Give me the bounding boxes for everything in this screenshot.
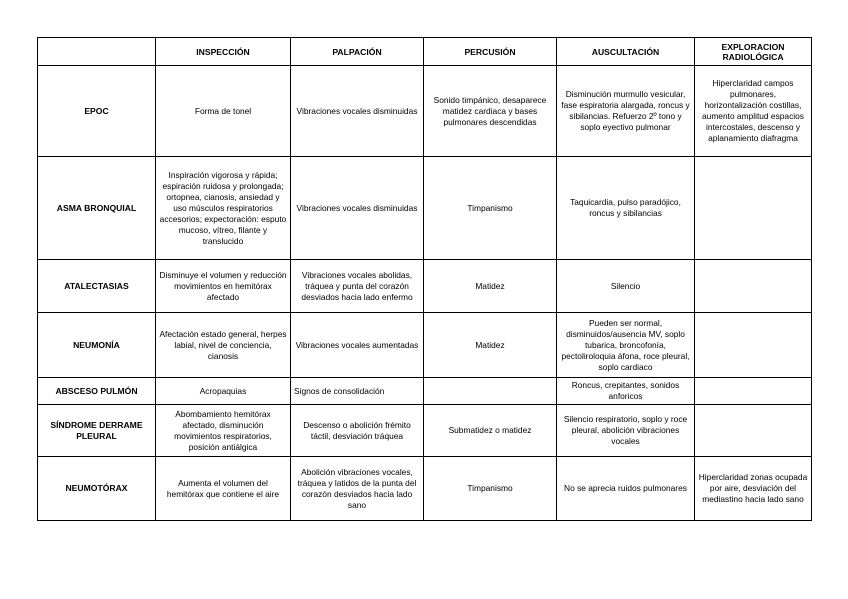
cell-inspeccion: Afectación estado general, herpes labial, nivel de conciencia, cianosis	[156, 313, 291, 378]
header-palpacion: PALPACIÓN	[291, 38, 424, 66]
row-label: ASMA BRONQUIAL	[38, 157, 156, 260]
header-row	[38, 38, 812, 66]
cell-radiologica	[695, 157, 812, 260]
cell-percusion	[424, 378, 557, 405]
cell-palpacion: Abolición vibraciones vocales, tráquea y latidos de la punta del corazón desviados hacia lado sano	[291, 457, 424, 521]
cell-palpacion: Vibraciones vocales disminuidas	[291, 66, 424, 157]
table-row	[38, 457, 812, 521]
table-row	[38, 405, 812, 457]
cell-percusion: Submatidez o matidez	[424, 405, 557, 457]
table-row	[38, 260, 812, 313]
cell-percusion: Timpanismo	[424, 457, 557, 521]
header-percusion: PERCUSIÓN	[424, 38, 557, 66]
cell-radiologica: Hiperclaridad campos pulmonares, horizontalización costillas, aumento amplitud espacios intercostales, descenso y aplanamiento diafragma	[695, 66, 812, 157]
row-label: SÍNDROME DERRAME PLEURAL	[38, 405, 156, 457]
row-label: NEUMOTÓRAX	[38, 457, 156, 521]
row-label: ATALECTASIAS	[38, 260, 156, 313]
cell-palpacion: Vibraciones vocales disminuidas	[291, 157, 424, 260]
cell-inspeccion: Forma de tonel	[156, 66, 291, 157]
row-label: NEUMONÍA	[38, 313, 156, 378]
cell-auscultacion: Silencio	[557, 260, 695, 313]
cell-radiologica: Hiperclaridad zonas ocupada por aire, desviación del mediastino hacia lado sano	[695, 457, 812, 521]
table-row	[38, 378, 812, 405]
header-radiologica: EXPLORACION RADIOLÓGICA	[695, 38, 812, 66]
cell-auscultacion: Pueden ser normal, disminuidos/ausencia MV, soplo tubarica, broncofonía, pectoliroloquia áfona, roce pleural, soplo cardiaco	[557, 313, 695, 378]
cell-percusion: Matidez	[424, 260, 557, 313]
cell-auscultacion: Roncus, crepitantes, sonidos anforicos	[557, 378, 695, 405]
cell-palpacion: Vibraciones vocales abolidas, tráquea y punta del corazón desviados hacia lado enfermo	[291, 260, 424, 313]
cell-auscultacion: Silencio respiratorio, soplo y roce pleural, abolición vibraciones vocales	[557, 405, 695, 457]
header-inspeccion: INSPECCIÓN	[156, 38, 291, 66]
cell-radiologica	[695, 378, 812, 405]
cell-radiologica	[695, 313, 812, 378]
cell-inspeccion: Inspiración vigorosa y rápida; espiración ruidosa y prolongada; ortopnea, cianosis, ansiedad y uso músculos respiratorios accesorios; expectoración: esputo mucoso, vítreo, filante y translucido	[156, 157, 291, 260]
table-row	[38, 157, 812, 260]
row-label: EPOC	[38, 66, 156, 157]
header-auscultacion: AUSCULTACIÓN	[557, 38, 695, 66]
cell-auscultacion: Disminución murmullo vesicular, fase espiratoria alargada, roncus y sibilancias. Refuerzo 2º tono y soplo eyectivo pulmonar	[557, 66, 695, 157]
row-label: ABSCESO PULMÓN	[38, 378, 156, 405]
cell-percusion: Timpanismo	[424, 157, 557, 260]
cell-inspeccion: Abombamiento hemitórax afectado, disminución movimientos respiratorios, posición antiálgica	[156, 405, 291, 457]
cell-inspeccion: Aumenta el volumen del hemitórax que contiene el aire	[156, 457, 291, 521]
cell-radiologica	[695, 405, 812, 457]
cell-radiologica	[695, 260, 812, 313]
exploration-table	[37, 37, 812, 521]
cell-palpacion: Descenso o abolición frémito táctil, desviación tráquea	[291, 405, 424, 457]
cell-inspeccion: Disminuye el volumen y reducción movimientos en hemitórax afectado	[156, 260, 291, 313]
cell-auscultacion: Taquicardia, pulso paradójico, roncus y sibilancias	[557, 157, 695, 260]
table-row	[38, 313, 812, 378]
cell-percusion: Matidez	[424, 313, 557, 378]
cell-auscultacion: No se aprecia ruidos pulmonares	[557, 457, 695, 521]
cell-inspeccion: Acropaquias	[156, 378, 291, 405]
cell-palpacion: Vibraciones vocales aumentadas	[291, 313, 424, 378]
cell-percusion: Sonido timpánico, desaparece matidez cardiaca y bases pulmonares descendidas	[424, 66, 557, 157]
cell-palpacion: Signos de consolidación	[291, 378, 424, 405]
table-row	[38, 66, 812, 157]
header-blank	[38, 38, 156, 66]
